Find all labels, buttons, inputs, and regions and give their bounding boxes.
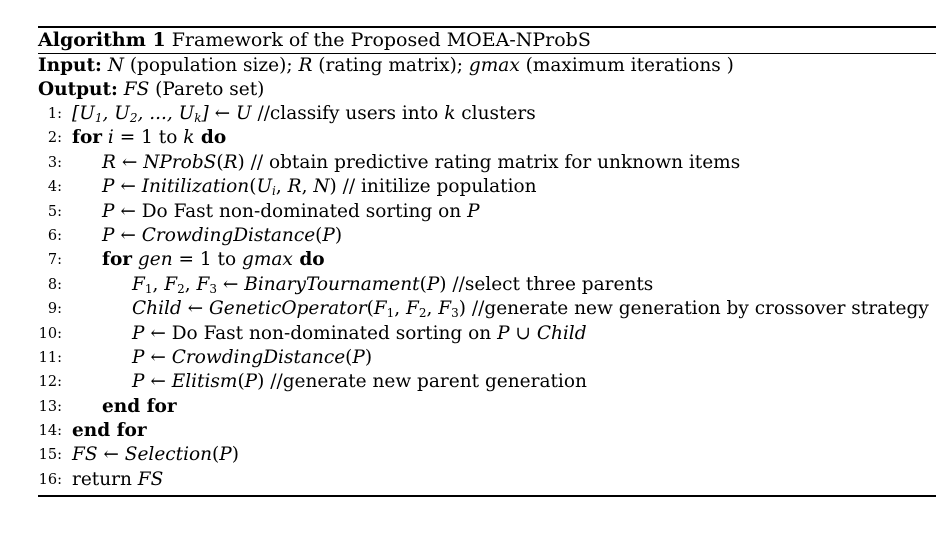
text: = 1 to xyxy=(113,127,184,149)
text: ← xyxy=(216,273,245,295)
math: k xyxy=(183,127,195,149)
line-code xyxy=(72,370,587,394)
text: ) //select three parents xyxy=(439,273,654,295)
input-gmax: gmax xyxy=(468,55,520,76)
input-gmax-desc: (maximum iterations ) xyxy=(519,55,734,76)
text: ( xyxy=(345,346,353,368)
math: Initilization xyxy=(141,176,250,198)
math: CrowdingDistance xyxy=(141,224,316,246)
output-FS: FS xyxy=(123,79,150,100)
line-number: 12: xyxy=(38,374,62,391)
math: R xyxy=(102,151,116,173)
algorithm-line-14 xyxy=(38,419,936,443)
line-number: 9: xyxy=(47,301,62,318)
math: F xyxy=(438,298,452,320)
line-code xyxy=(72,322,587,346)
text: = 1 to xyxy=(172,249,243,271)
math: ] ← U xyxy=(201,103,252,124)
output-label: Output: xyxy=(38,79,118,100)
math: F xyxy=(373,298,387,320)
line-number: 13: xyxy=(38,398,62,415)
line-code xyxy=(72,151,740,175)
math: F xyxy=(132,273,145,295)
keyword: for xyxy=(102,249,133,271)
subscript: 3 xyxy=(451,306,459,321)
text: , xyxy=(275,176,288,198)
line-number: 4: xyxy=(47,179,62,196)
algorithm-line-1 xyxy=(38,102,936,126)
math: P xyxy=(132,322,145,344)
text: ← xyxy=(114,176,142,198)
line-number: 14: xyxy=(38,423,62,440)
text: ← xyxy=(97,444,125,466)
math: N xyxy=(313,176,330,198)
algorithm-line-3 xyxy=(38,151,936,175)
input-R: R xyxy=(298,55,313,76)
keyword: end for xyxy=(102,395,177,417)
output-FS-desc: (Pareto set) xyxy=(149,79,265,100)
algorithm-caption xyxy=(38,28,936,53)
text: ) //generate new generation by crossover strategy xyxy=(458,298,929,320)
text: ( xyxy=(237,371,245,393)
math: , U xyxy=(102,103,130,124)
algorithm-line-16 xyxy=(38,468,936,492)
line-code xyxy=(72,126,226,150)
math: P xyxy=(244,371,258,393)
line-number: 15: xyxy=(38,447,62,464)
math: P xyxy=(467,200,480,222)
math: FS xyxy=(72,444,98,466)
math: P xyxy=(322,224,335,246)
math: P xyxy=(132,371,145,393)
algorithm-line-11 xyxy=(38,346,936,370)
bottom-rule xyxy=(38,495,936,497)
algorithm-line-13 xyxy=(38,395,936,419)
math: P xyxy=(219,444,232,466)
line-number: 7: xyxy=(47,252,62,269)
algorithm-line-2 xyxy=(38,126,936,150)
text: ← Do Fast non-dominated sorting on xyxy=(114,200,468,222)
text: ( xyxy=(216,151,224,173)
math: gen xyxy=(132,249,173,271)
text: , xyxy=(184,273,197,295)
math: GeneticOperator xyxy=(209,298,367,320)
algorithm-line-6 xyxy=(38,224,936,248)
comment-text: clusters xyxy=(455,103,536,124)
caption-label: Algorithm 1 xyxy=(38,29,166,51)
text: , xyxy=(394,298,407,320)
input-label: Input: xyxy=(38,55,102,76)
text: ) // obtain predictive rating matrix for unknown items xyxy=(237,151,741,173)
text: , xyxy=(301,176,314,198)
line-code xyxy=(72,395,177,419)
text: return xyxy=(72,468,138,490)
text: ) xyxy=(364,346,373,368)
math: k xyxy=(444,103,456,124)
caption-title: Framework of the Proposed MOEA-NProbS xyxy=(171,29,591,51)
algorithm-line-9 xyxy=(38,297,936,321)
input-N-desc: (population size); xyxy=(123,55,299,76)
text: ← xyxy=(144,371,172,393)
line-number: 10: xyxy=(38,325,62,342)
line-number: 16: xyxy=(38,471,62,488)
keyword: end for xyxy=(72,420,147,442)
line-code xyxy=(72,419,147,443)
algorithm-line-5 xyxy=(38,200,936,224)
line-number: 1: xyxy=(47,106,62,122)
math: gmax xyxy=(242,249,293,271)
subscript: 2 xyxy=(418,306,427,321)
math: U xyxy=(256,176,273,198)
math: FS xyxy=(137,468,164,490)
math: R xyxy=(287,176,302,198)
text: ) // initilize population xyxy=(329,176,537,198)
input-R-desc: (rating matrix); xyxy=(312,55,469,76)
math: [U xyxy=(72,103,95,124)
algorithm-block xyxy=(38,26,936,497)
math: F xyxy=(164,273,178,295)
text: ) xyxy=(334,224,343,246)
math: Elitism xyxy=(171,371,238,393)
math: P xyxy=(426,273,440,295)
text: ( xyxy=(419,273,427,295)
input-N: N xyxy=(107,55,124,76)
math: P xyxy=(497,322,510,344)
text: , xyxy=(152,273,165,295)
math: i xyxy=(102,127,114,149)
text: ← Do Fast non-dominated sorting on xyxy=(144,322,498,344)
text: ) xyxy=(231,444,239,466)
text: ← xyxy=(114,224,142,246)
algorithm-line-12 xyxy=(38,370,936,394)
line-number: 3: xyxy=(47,154,62,171)
math: NProbS xyxy=(143,151,217,173)
line-number: 6: xyxy=(47,227,62,244)
algorithm-line-4 xyxy=(38,175,936,199)
math: P xyxy=(102,224,115,246)
subscript: 3 xyxy=(209,281,217,296)
line-number: 2: xyxy=(47,130,62,147)
line-code xyxy=(72,102,536,126)
algorithm-line-10 xyxy=(38,322,936,346)
text: ) //generate new parent generation xyxy=(257,371,587,393)
comment-text: //classify users into xyxy=(251,103,445,124)
line-code xyxy=(72,443,239,467)
line-code xyxy=(72,200,480,224)
math: BinaryTournament xyxy=(244,273,420,295)
algorithm-line-15 xyxy=(38,443,936,467)
line-number: 8: xyxy=(47,276,62,293)
algorithm-line-7 xyxy=(38,248,936,272)
input-line xyxy=(38,54,936,78)
math: F xyxy=(406,298,419,320)
subscript: 1 xyxy=(144,281,153,296)
math: F xyxy=(196,273,210,295)
subscript: 2 xyxy=(177,281,185,296)
math: CrowdingDistance xyxy=(171,346,346,368)
subscript: k xyxy=(194,111,202,125)
line-code xyxy=(72,468,163,492)
math: , ..., U xyxy=(137,103,195,124)
math: P xyxy=(102,176,115,198)
text: ( xyxy=(249,176,257,198)
text: ( xyxy=(212,444,220,466)
text: , xyxy=(426,298,439,320)
subscript: 1 xyxy=(386,306,395,321)
text: ∪ xyxy=(509,322,537,344)
line-code xyxy=(72,297,929,321)
algorithm-line-8 xyxy=(38,273,936,297)
math: Child xyxy=(536,322,587,344)
math: R xyxy=(223,151,238,173)
subscript: 1 xyxy=(94,111,103,125)
keyword: for xyxy=(72,127,103,149)
line-number: 5: xyxy=(47,203,62,220)
line-number: 11: xyxy=(38,349,62,366)
math: Child xyxy=(132,298,182,320)
keyword: do xyxy=(194,127,227,149)
line-code xyxy=(72,248,325,272)
math: P xyxy=(132,346,145,368)
math: P xyxy=(352,346,365,368)
text: ( xyxy=(315,224,323,246)
keyword: do xyxy=(292,249,325,271)
text: ← xyxy=(144,346,172,368)
math: Selection xyxy=(124,444,213,466)
output-line xyxy=(38,78,936,102)
line-code xyxy=(72,273,653,297)
text: ( xyxy=(366,298,374,320)
text: ← xyxy=(115,151,144,173)
line-code xyxy=(72,175,537,199)
math: P xyxy=(102,200,115,222)
line-code xyxy=(72,346,372,370)
text: ← xyxy=(181,298,210,320)
line-code xyxy=(72,224,342,248)
subscript: i xyxy=(272,184,276,199)
subscript: 2 xyxy=(129,111,138,125)
